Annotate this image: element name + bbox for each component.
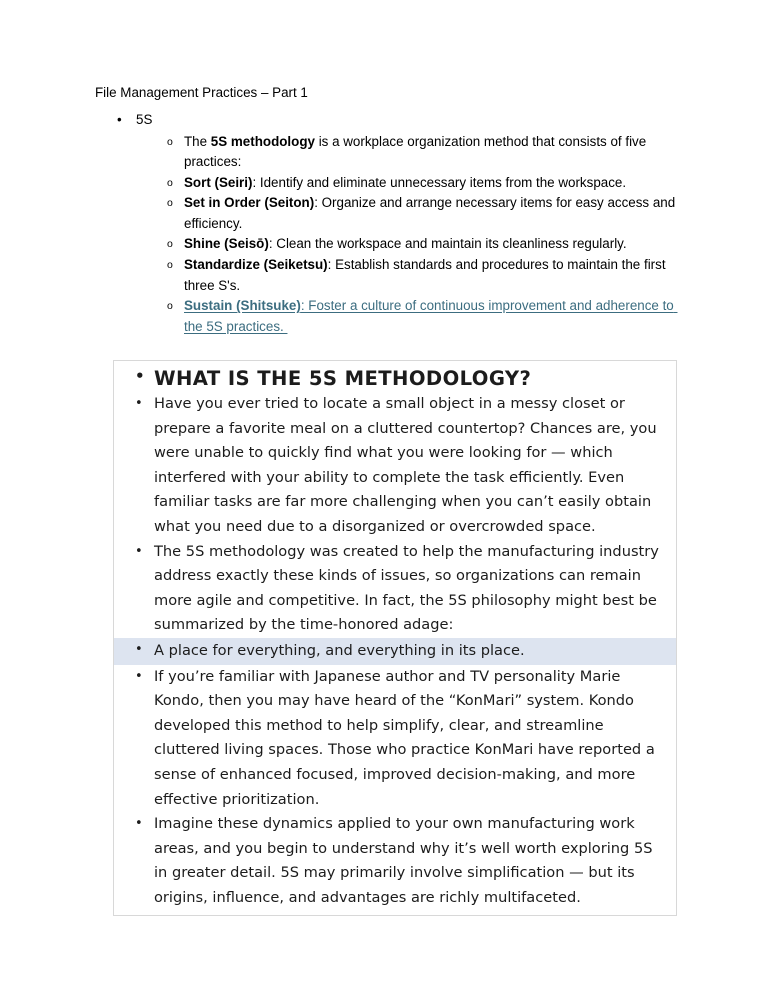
outline-list: [95, 110, 695, 337]
text-rest: : Establish standards and procedures to maintain the first three S's.: [184, 257, 666, 293]
list-item-text: [184, 234, 695, 255]
pasted-content-box: [113, 360, 677, 916]
bullet-disc-icon: •: [135, 668, 143, 684]
text-rest: : Clean the workspace and maintain its cleanliness regularly.: [268, 236, 627, 252]
text-emphasis: Sustain (Shitsuke): [184, 298, 301, 314]
list-item-text: [184, 132, 695, 173]
bullet-disc-icon: •: [135, 543, 143, 559]
bullet-circle-icon: o: [167, 238, 173, 251]
quote-text: A place for everything, and everything in its place.: [154, 641, 525, 659]
bullet-circle-icon: o: [167, 259, 173, 272]
bullet-disc-icon: •: [117, 112, 122, 127]
list-item: [95, 255, 695, 296]
text-rest: : Identify and eliminate unnecessary items from the workspace.: [252, 174, 627, 190]
list-item-text: [184, 255, 695, 296]
text-emphasis: Shine (Seisō): [184, 236, 269, 252]
section-heading: WHAT IS THE 5S METHODOLOGY?: [154, 367, 532, 390]
text-rest: is a workplace organization method that consists of five practices:: [184, 133, 647, 170]
text-emphasis: Set in Order (Seiton): [184, 195, 315, 211]
list-item-link-sustain[interactable]: [95, 296, 695, 337]
list-item-label: 5S: [136, 112, 153, 127]
list-item-link-text[interactable]: [184, 296, 695, 337]
section-heading-row: [114, 361, 676, 392]
text-lead: The: [184, 133, 211, 149]
paragraph-text: The 5S methodology was created to help the manufacturing industry address exactly these kinds of issues, so organizations can remain more agile and competitive. In fact, the 5S philosophy might best be summarized by the time-honored adage:: [154, 542, 659, 634]
list-item-text: [184, 173, 695, 194]
bullet-disc-icon: •: [135, 367, 145, 385]
list-item: [95, 132, 695, 173]
paragraph-row: [114, 812, 676, 915]
text-rest: : Organize and arrange necessary items for easy access and efficiency.: [184, 195, 676, 231]
list-item: [95, 193, 695, 234]
bullet-circle-icon: o: [167, 300, 173, 313]
bullet-disc-icon: •: [135, 396, 143, 411]
paragraph-text: Have you ever tried to locate a small object in a messy closet or prepare a favorite meal on a cluttered countertop? Chances are, you were unable to quickly find what you were looking for — which interfered with your ability to complete the task efficiently. Even familiar tasks are far more challenging when you can’t easily obtain what you need due to a disorganized or overcrowded space.: [154, 395, 657, 535]
text-rest: : Foster a culture of continuous improvement and adherence to the 5S practices.: [184, 298, 678, 334]
bullet-disc-icon: •: [135, 641, 143, 657]
text-emphasis: Sort (Seiri): [184, 174, 253, 190]
paragraph-text: If you’re familiar with Japanese author and TV personality Marie Kondo, then you may have heard of the “KonMari” system. Kondo developed this method to help simplify, clear, and streamline cluttered living spaces. Those who practice KonMari have reported a sense of enhanced focused, improved decision-making, and more effective prioritization.: [154, 667, 655, 808]
paragraph-text: Imagine these dynamics applied to your own manufacturing work areas, and you begin to understand why it’s well worth exploring 5S in greater detail. 5S may primarily involve simplification — but its origins, influence, and advantages are richly multifaceted.: [154, 815, 653, 906]
paragraph-row: [114, 540, 676, 638]
paragraph-row: [114, 665, 676, 813]
highlighted-quote-row: [114, 638, 676, 665]
list-item: [95, 234, 695, 255]
list-item-text: [184, 193, 695, 234]
bullet-circle-icon: o: [167, 135, 173, 148]
bullet-circle-icon: o: [167, 197, 173, 210]
paragraph-row: [114, 392, 676, 540]
outline-sublist: [95, 132, 695, 338]
page-title: File Management Practices – Part 1: [95, 85, 308, 100]
text-emphasis: Standardize (Seiketsu): [184, 257, 328, 273]
bullet-circle-icon: o: [167, 176, 173, 189]
list-item-5s: [95, 110, 695, 131]
text-emphasis: 5S methodology: [210, 133, 315, 149]
list-item: [95, 173, 695, 194]
bullet-disc-icon: •: [135, 816, 143, 832]
